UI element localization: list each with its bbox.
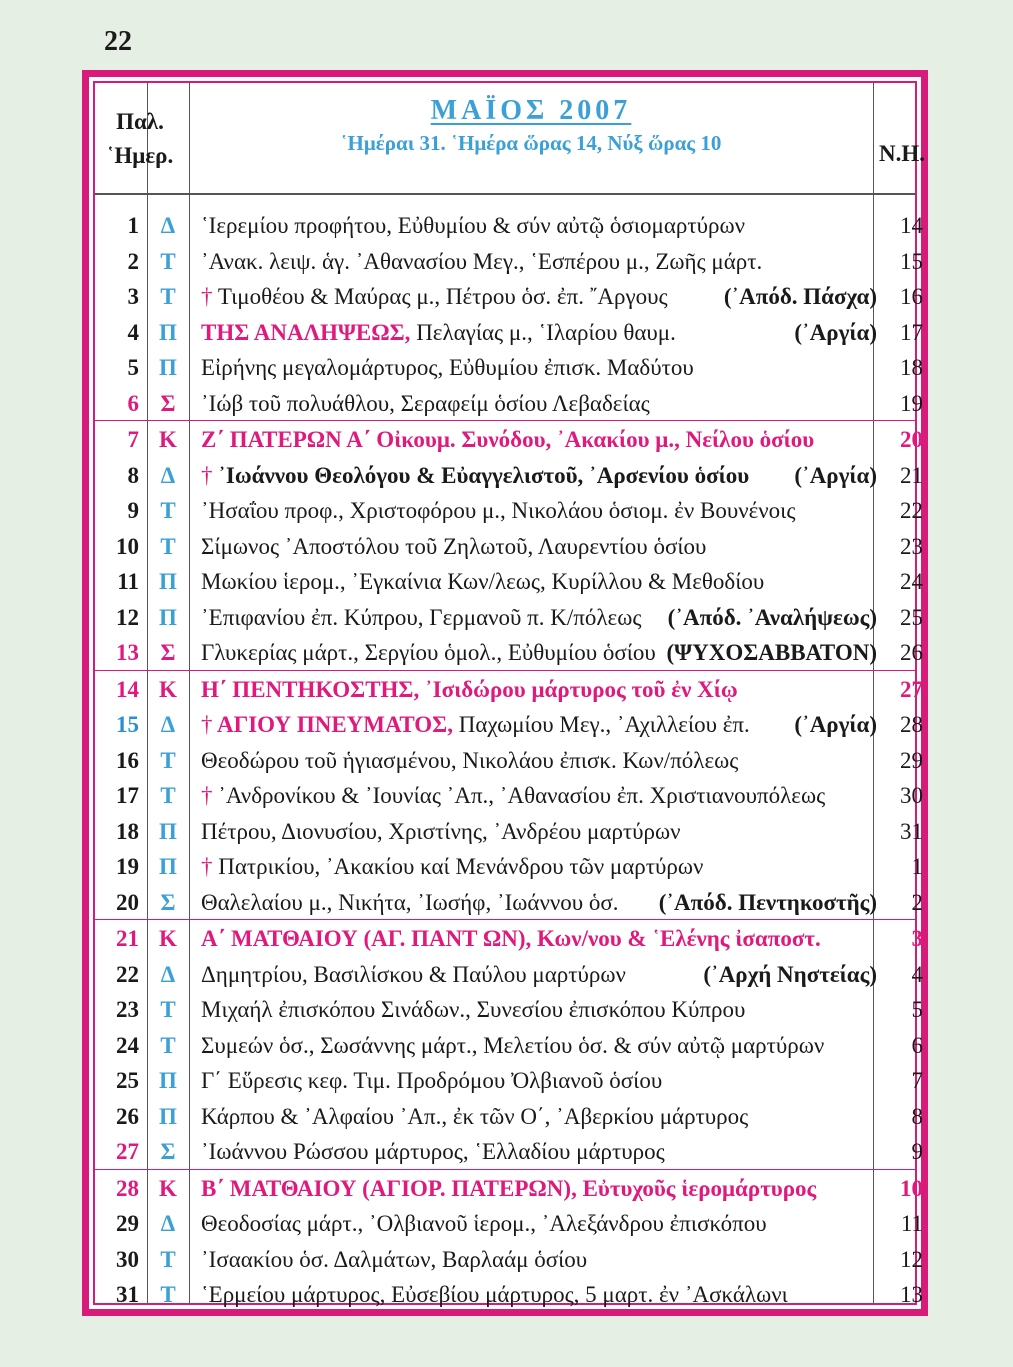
weekday-letter: Π bbox=[159, 1103, 177, 1129]
saints-text bbox=[201, 320, 877, 346]
new-calendar-day: 2 bbox=[911, 889, 923, 915]
calendar-frame bbox=[82, 70, 928, 1316]
day-row bbox=[95, 634, 923, 670]
day-row bbox=[95, 278, 923, 314]
day-row bbox=[95, 848, 923, 884]
day-number: 6 bbox=[127, 390, 139, 416]
commemoration-text: ῾Ιερεμίου προφήτου, Εὐθυμίου & σύν αὐτῷ ὁσιομαρτύρων bbox=[201, 213, 746, 238]
commemoration-text: ᾿Ιωάννου Ρώσσου μάρτυρος, ῾Ελλαδίου μάρτυρος bbox=[201, 1139, 665, 1164]
day-row bbox=[95, 1169, 923, 1206]
day-note: (ΨΥΧΟΣΑΒΒΑΤΟΝ) bbox=[666, 640, 877, 665]
weekday-letter: Τ bbox=[160, 997, 176, 1022]
day-note: (᾿Απόδ. ᾿Αναλήψεως) bbox=[667, 604, 877, 630]
saints-text bbox=[201, 427, 877, 453]
day-number: 10 bbox=[116, 533, 139, 559]
commemoration-text: Θεοδώρου τοῦ ἡγιασμένου, Νικολάου ἐπισκ. Κων/πόλεως bbox=[201, 747, 739, 773]
new-calendar-day: 23 bbox=[900, 533, 923, 559]
weekday-letter: Σ bbox=[160, 640, 176, 665]
saints-text bbox=[201, 1033, 877, 1059]
commemoration-text: Δημητρίου, Βασιλίσκου & Παύλου μαρτύρων bbox=[201, 961, 626, 987]
day-number: 2 bbox=[127, 248, 139, 274]
day-row bbox=[95, 243, 923, 279]
weekday-letter: Κ bbox=[159, 676, 177, 702]
new-calendar-day: 1 bbox=[911, 854, 923, 879]
commemoration-text: Πέτρου, Διονυσίου, Χριστίνης, ᾿Ανδρέου μαρτύρων bbox=[201, 818, 681, 844]
day-number: 25 bbox=[116, 1068, 139, 1093]
day-note: (᾿Αρχή Νηστείας) bbox=[703, 961, 877, 987]
day-row bbox=[95, 1098, 923, 1134]
weekday-letter: Σ bbox=[160, 1139, 176, 1164]
day-number: 24 bbox=[116, 1032, 139, 1058]
new-calendar-day: 22 bbox=[900, 498, 923, 523]
day-row bbox=[95, 563, 923, 599]
feast-title: Ζ΄ ΠΑΤΕΡΩΝ Α΄ Οἰκουμ. Συνόδου, ᾿Ακακίου μ., Νείλου ὁσίου bbox=[201, 427, 815, 452]
new-calendar-day: 5 bbox=[911, 997, 923, 1022]
day-number: 18 bbox=[116, 818, 139, 844]
saints-text bbox=[201, 926, 877, 952]
commemoration-text: Πατρικίου, ᾿Ακακίου καί Μενάνδρου τῶν μαρτύρων bbox=[212, 854, 704, 879]
saints-text bbox=[201, 534, 877, 560]
month-subtitle: ῾Ημέραι 31. ῾Ημέρα ὥρας 14, Νύξ ὥρας 10 bbox=[340, 131, 722, 155]
weekday-letter: Τ bbox=[160, 747, 176, 773]
day-row bbox=[95, 670, 923, 707]
commemoration-text: Συμεών ὁσ., Σωσάννης μάρτ., Μελετίου ὁσ. & σύν αὐτῷ μαρτύρων bbox=[201, 1032, 825, 1058]
weekday-letter: Τ bbox=[160, 533, 176, 559]
new-calendar-day: 17 bbox=[900, 319, 923, 345]
day-number: 22 bbox=[116, 961, 139, 987]
day-number: 28 bbox=[116, 1175, 139, 1201]
cross-mark: † bbox=[201, 712, 213, 737]
day-number: 30 bbox=[116, 1246, 139, 1272]
cross-mark: † bbox=[201, 854, 213, 879]
commemoration-text: Εἰρήνης μεγαλομάρτυρος, Εὐθυμίου ἐπισκ. Μαδύτου bbox=[201, 355, 694, 380]
new-calendar-day: 11 bbox=[900, 1211, 923, 1236]
cross-mark: † bbox=[201, 284, 213, 309]
day-number: 20 bbox=[116, 889, 139, 915]
day-row bbox=[95, 742, 923, 778]
day-number: 23 bbox=[116, 997, 139, 1022]
commemoration-text: Θεοδοσίας μάρτ., ᾿Ολβιανοῦ ἱερομ., ᾿Αλεξάνδρου ἐπισκόπου bbox=[201, 1211, 767, 1236]
saints-text bbox=[201, 605, 877, 631]
weekday-letter: Σ bbox=[160, 390, 176, 416]
day-number: 11 bbox=[117, 569, 139, 594]
new-calendar-day: 15 bbox=[900, 248, 923, 274]
day-number: 8 bbox=[127, 462, 139, 488]
new-calendar-day: 27 bbox=[900, 676, 923, 702]
old-calendar-header: Παλ. ῾Ημερ. bbox=[106, 109, 174, 168]
weekday-letter: Τ bbox=[160, 248, 176, 274]
weekday-letter: Π bbox=[159, 854, 177, 879]
day-row bbox=[95, 599, 923, 635]
saints-text bbox=[201, 1176, 877, 1202]
day-number: 26 bbox=[116, 1103, 139, 1129]
weekday-letter: Σ bbox=[160, 889, 176, 915]
commemoration-text: Γλυκερίας μάρτ., Σεργίου ὁμολ., Εὐθυμίου ὁσίου bbox=[201, 640, 656, 665]
day-row bbox=[95, 314, 923, 350]
commemoration-text: Θαλελαίου μ., Νικήτα, ᾿Ιωσήφ, ᾿Ιωάννου ὁσ. bbox=[201, 889, 619, 915]
commemoration-text: Κάρπου & ᾿Αλφαίου ᾿Απ., ἐκ τῶν Ο΄, ᾿Αβερκίου μάρτυρος bbox=[201, 1103, 749, 1129]
weekday-letter: Δ bbox=[160, 462, 176, 488]
saints-text bbox=[201, 997, 877, 1023]
day-row bbox=[95, 884, 923, 920]
saints-text bbox=[201, 640, 877, 666]
commemoration-text: Μιχαήλ ἐπισκόπου Σινάδων., Συνεσίου ἐπισκόπου Κύπρου bbox=[201, 997, 746, 1022]
day-number: 12 bbox=[116, 604, 139, 630]
saints-text bbox=[201, 498, 877, 524]
feast-title: Α΄ ΜΑΤΘΑΙΟΥ (ΑΓ. ΠΑΝΤ ΩΝ), Κων/νου & ῾Ελένης ἰσαποστ. bbox=[201, 926, 821, 951]
commemoration-text: Παχωμίου Μεγ., ᾿Αχιλλείου ἐπ. bbox=[452, 712, 750, 737]
new-calendar-day: 19 bbox=[900, 390, 923, 416]
weekday-letter: Κ bbox=[159, 926, 177, 951]
saints-text bbox=[201, 355, 877, 381]
day-number: 31 bbox=[116, 1282, 139, 1307]
day-number: 7 bbox=[127, 427, 139, 452]
day-row bbox=[95, 528, 923, 564]
day-number: 14 bbox=[116, 676, 139, 702]
day-note: (᾿Απόδ. Πεντηκοστῆς) bbox=[658, 889, 877, 915]
day-row bbox=[95, 207, 923, 243]
day-number: 19 bbox=[116, 854, 139, 879]
commemoration-text: ῾Ερμείου μάρτυρος, Εὐσεβίου μάρτυρος, 5 μαρτ. ἐν ᾿Ασκάλωνι bbox=[201, 1282, 788, 1307]
day-row bbox=[95, 349, 923, 385]
commemoration-text: ᾿Ισαακίου ὁσ. Δαλμάτων, Βαρλαάμ ὁσίου bbox=[201, 1246, 588, 1272]
new-calendar-day: 16 bbox=[900, 284, 923, 309]
weekday-letter: Δ bbox=[160, 213, 176, 238]
weekday-letter: Δ bbox=[160, 961, 176, 987]
feast-title: ΤΗΣ ΑΝΑΛΗΨΕΩΣ, bbox=[201, 319, 411, 345]
weekday-letter: Δ bbox=[160, 1211, 176, 1236]
day-row bbox=[95, 492, 923, 528]
day-number: 29 bbox=[116, 1211, 139, 1236]
day-note: (᾿Αργία) bbox=[794, 319, 877, 345]
commemoration-text: Μωκίου ἱερομ., ᾿Εγκαίνια Κων/λεως, Κυρίλλου & Μεθοδίου bbox=[201, 569, 765, 594]
month-header bbox=[191, 95, 871, 156]
day-note: (᾿Αργία) bbox=[794, 462, 877, 488]
cross-mark: † bbox=[201, 783, 213, 808]
new-calendar-day: 20 bbox=[900, 427, 923, 452]
commemoration-text: ᾿Ησαΐου προφ., Χριστοφόρου μ., Νικολάου ὁσιομ. ἐν Βουνένοις bbox=[201, 498, 796, 523]
new-calendar-day: 13 bbox=[900, 1282, 923, 1307]
saints-text bbox=[201, 569, 877, 595]
day-row bbox=[95, 777, 923, 813]
day-number: 27 bbox=[116, 1139, 139, 1164]
weekday-letter: Π bbox=[159, 604, 177, 630]
saints-text bbox=[201, 463, 877, 489]
commemoration-text: ᾿Ιώβ τοῦ πολυάθλου, Σεραφείμ ὁσίου Λεβαδείας bbox=[201, 390, 650, 416]
day-row bbox=[95, 1276, 923, 1312]
new-calendar-day: 7 bbox=[911, 1068, 923, 1093]
commemoration-text: ᾿Ανδρονίκου & ᾿Ιουνίας ᾿Απ., ᾿Αθανασίου ἐπ. Χριστιανουπόλεως bbox=[212, 783, 826, 808]
day-row bbox=[95, 991, 923, 1027]
day-row bbox=[95, 420, 923, 457]
weekday-letter: Τ bbox=[160, 783, 176, 808]
saints-text bbox=[201, 213, 877, 239]
day-row bbox=[95, 1133, 923, 1169]
weekday-letter: Κ bbox=[159, 427, 177, 452]
day-number: 17 bbox=[116, 783, 139, 808]
month-title: ΜΑΪΟΣ 2007 bbox=[430, 95, 632, 126]
new-calendar-day: 3 bbox=[911, 926, 923, 951]
day-rows bbox=[95, 207, 923, 1312]
saints-text bbox=[201, 1282, 877, 1308]
weekday-letter: Π bbox=[159, 355, 177, 380]
day-row bbox=[95, 1027, 923, 1063]
saints-text bbox=[201, 854, 877, 880]
weekday-letter: Τ bbox=[160, 1246, 176, 1272]
commemoration-text: Τιμοθέου & Μαύρας μ., Πέτρου ὁσ. ἐπ. ῎Αργους bbox=[212, 284, 668, 309]
commemoration-text: ᾿Ιωάννου Θεολόγου & Εὐαγγελιστοῦ, ᾿Αρσενίου ὁσίου bbox=[212, 462, 750, 488]
feast-title: Β΄ ΜΑΤΘΑΙΟΥ (ΑΓΙΟΡ. ΠΑΤΕΡΩΝ), Εὐτυχοῦς ἱερομάρτυρος bbox=[201, 1175, 817, 1201]
weekday-letter: Τ bbox=[160, 498, 176, 523]
saints-text bbox=[201, 391, 877, 417]
page-number: 22 bbox=[104, 26, 132, 57]
new-calendar-day: 8 bbox=[911, 1103, 923, 1129]
new-calendar-day: 31 bbox=[900, 818, 923, 844]
new-calendar-day: 6 bbox=[911, 1032, 923, 1058]
day-row bbox=[95, 385, 923, 421]
calendar-table bbox=[93, 81, 925, 1307]
weekday-letter: Κ bbox=[159, 1175, 177, 1201]
saints-text bbox=[201, 962, 877, 988]
weekday-letter: Π bbox=[159, 319, 177, 345]
weekday-letter: Τ bbox=[160, 1032, 176, 1058]
commemoration-text: Πελαγίας μ., ῾Ιλαρίου θαυμ. bbox=[410, 319, 676, 345]
weekday-letter: Π bbox=[159, 1068, 177, 1093]
day-number: 16 bbox=[116, 747, 139, 773]
cross-mark: † bbox=[201, 462, 213, 488]
day-row bbox=[95, 813, 923, 849]
day-number: 21 bbox=[116, 926, 139, 951]
saints-text bbox=[201, 249, 877, 275]
saints-text bbox=[201, 783, 877, 809]
day-row bbox=[95, 1062, 923, 1098]
day-row bbox=[95, 956, 923, 992]
weekday-letter: Τ bbox=[160, 1282, 176, 1307]
new-calendar-day: 14 bbox=[900, 213, 923, 238]
saints-text bbox=[201, 677, 877, 703]
day-row bbox=[95, 706, 923, 742]
day-number: 5 bbox=[127, 355, 139, 380]
new-calendar-day: 21 bbox=[900, 462, 923, 488]
day-number: 13 bbox=[116, 640, 139, 665]
day-number: 1 bbox=[127, 213, 139, 238]
day-row bbox=[95, 1241, 923, 1277]
day-note: (᾿Αργία) bbox=[794, 712, 877, 737]
weekday-letter: Δ bbox=[160, 712, 176, 737]
day-row bbox=[95, 919, 923, 956]
day-number: 3 bbox=[127, 284, 139, 309]
new-calendar-day: 18 bbox=[900, 355, 923, 380]
new-calendar-day: 9 bbox=[911, 1139, 923, 1164]
new-calendar-day: 12 bbox=[900, 1246, 923, 1272]
new-calendar-day: 24 bbox=[900, 569, 923, 594]
commemoration-text: ᾿Επιφανίου ἐπ. Κύπρου, Γερμανοῦ π. Κ/πόλεως bbox=[201, 604, 642, 630]
saints-text bbox=[201, 819, 877, 845]
commemoration-text: ᾿Ανακ. λειψ. ἁγ. ᾿Αθανασίου Μεγ., ῾Εσπέρου μ., Ζωῆς μάρτ. bbox=[201, 248, 763, 274]
saints-text bbox=[201, 890, 877, 916]
feast-title: Η΄ ΠΕΝΤΗΚΟΣΤΗΣ, ᾿Ισιδώρου μάρτυρος τοῦ ἐν Χίῳ bbox=[201, 676, 738, 702]
new-calendar-day: 28 bbox=[900, 712, 923, 737]
feast-title: ΑΓΙΟΥ ΠΝΕΥΜΑΤΟΣ, bbox=[212, 712, 453, 737]
day-note: (᾿Απόδ. Πάσχα) bbox=[723, 284, 877, 309]
day-row bbox=[95, 457, 923, 493]
new-calendar-day: 25 bbox=[900, 604, 923, 630]
saints-text bbox=[201, 1247, 877, 1273]
new-calendar-day: 26 bbox=[900, 640, 923, 665]
weekday-letter: Τ bbox=[160, 284, 176, 309]
saints-text bbox=[201, 712, 877, 738]
commemoration-text: Γ΄ Εὕρεσις κεφ. Τιμ. Προδρόμου Ὀλβιανοῦ ὁσίου bbox=[201, 1068, 663, 1093]
new-calendar-day: 10 bbox=[900, 1175, 923, 1201]
new-calendar-day: 29 bbox=[900, 747, 923, 773]
saints-text bbox=[201, 284, 877, 310]
saints-text bbox=[201, 1211, 877, 1237]
day-number: 15 bbox=[116, 712, 139, 737]
commemoration-text: Σίμωνος ᾿Αποστόλου τοῦ Ζηλωτοῦ, Λαυρεντίου ὁσίου bbox=[201, 533, 707, 559]
weekday-letter: Π bbox=[159, 569, 177, 594]
new-calendar-day: 4 bbox=[911, 961, 923, 987]
new-calendar-header: Ν.Η. bbox=[879, 141, 925, 166]
day-number: 9 bbox=[127, 498, 139, 523]
saints-text bbox=[201, 1139, 877, 1165]
day-row bbox=[95, 1205, 923, 1241]
weekday-letter: Π bbox=[159, 818, 177, 844]
saints-text bbox=[201, 748, 877, 774]
saints-text bbox=[201, 1104, 877, 1130]
new-calendar-day: 30 bbox=[900, 783, 923, 808]
day-number: 4 bbox=[127, 319, 139, 345]
saints-text bbox=[201, 1068, 877, 1094]
